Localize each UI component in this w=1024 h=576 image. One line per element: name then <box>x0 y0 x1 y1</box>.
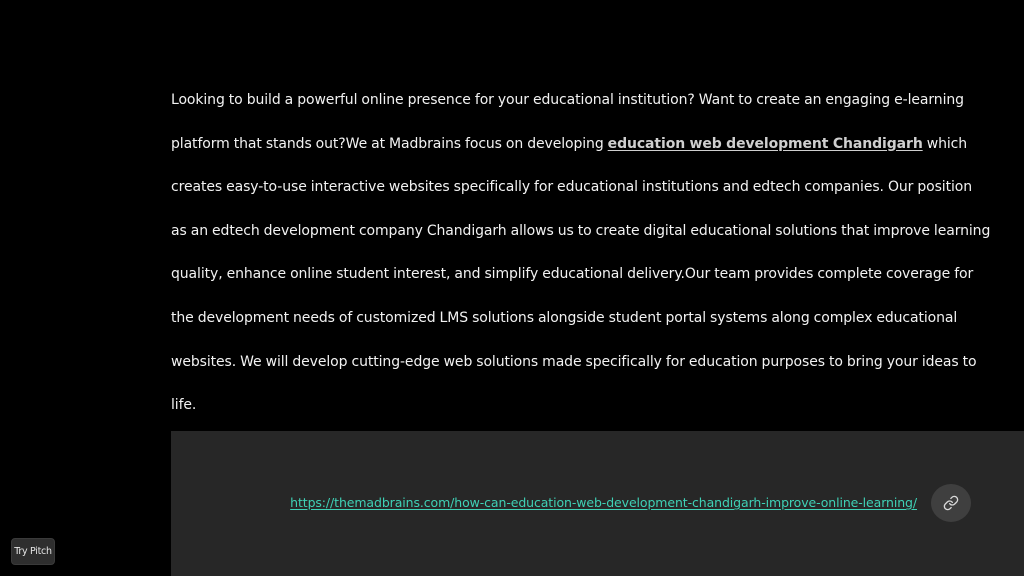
body-text-before-link: Looking to build a powerful online presence for your educational institution? Want to create an engaging e-learning platform that stands out?We at Madbrains focus on developing <box>171 92 964 152</box>
link-embed-panel <box>171 431 1024 576</box>
body-text-after-link: which creates easy-to-use interactive websites specifically for educational institutions and edtech companies. Our position as an edtech development company Chandigarh allows us to create digital educational solutions that improve learning quality, enhance online student interest, and simplify educational delivery.Our team provides complete coverage for the development needs of customized LMS solutions alongside student portal systems along complex educational websites. We will develop cutting-edge web solutions made specifically for education purposes to bring your ideas to life. <box>171 135 991 414</box>
body-paragraph <box>171 79 991 428</box>
article-url-link[interactable]: https://themadbrains.com/how-can-education-web-development-chandigarh-improve-online-learning/ <box>290 495 917 510</box>
try-pitch-button[interactable]: Try Pitch <box>11 538 55 565</box>
link-icon <box>943 495 959 511</box>
body-text-block <box>171 79 991 428</box>
education-web-development-link[interactable]: education web development Chandigarh <box>607 135 923 152</box>
copy-link-button[interactable] <box>931 484 971 522</box>
